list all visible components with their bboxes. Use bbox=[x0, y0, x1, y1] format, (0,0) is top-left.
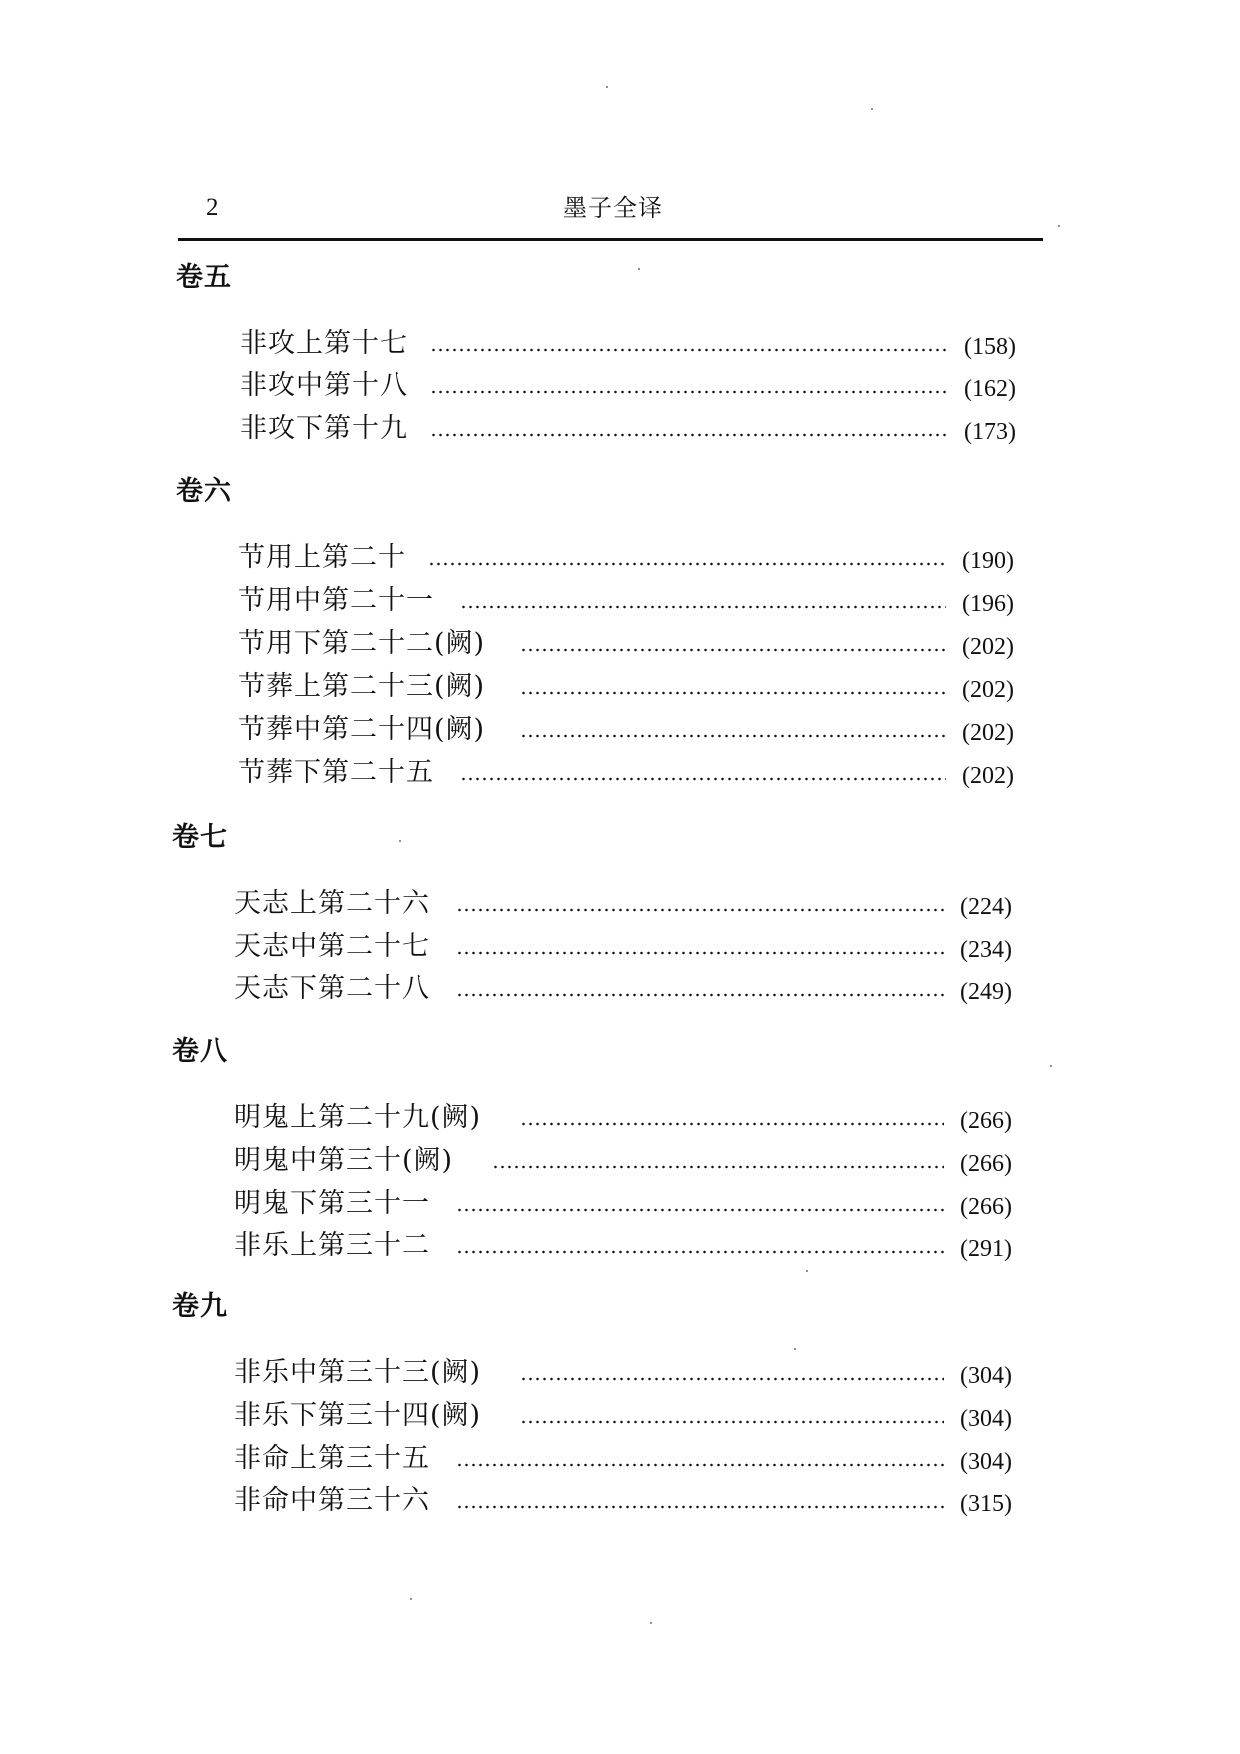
page-reference: (202) bbox=[962, 677, 1014, 703]
page-reference: (266) bbox=[960, 1194, 1012, 1220]
chapter-title: 非命中第三十六 bbox=[234, 1484, 434, 1518]
page-reference: (190) bbox=[962, 548, 1014, 574]
chapter-title: 节用下第二十二(阙) bbox=[238, 627, 489, 661]
volume-heading: 卷五 bbox=[176, 262, 232, 293]
dot-leader bbox=[456, 1505, 944, 1509]
toc-entry bbox=[0, 412, 1240, 448]
dot-leader bbox=[456, 908, 944, 912]
scan-speck bbox=[638, 268, 640, 270]
scan-speck bbox=[1050, 1065, 1052, 1067]
header-rule bbox=[178, 238, 1043, 241]
scan-speck bbox=[871, 108, 873, 110]
toc-entry bbox=[0, 1484, 1240, 1520]
scan-speck bbox=[806, 1270, 808, 1272]
page-reference: (304) bbox=[960, 1449, 1012, 1475]
chapter-title: 非命上第三十五 bbox=[234, 1442, 434, 1476]
page-reference: (249) bbox=[960, 979, 1012, 1005]
toc-entry bbox=[0, 1399, 1240, 1435]
page-reference: (304) bbox=[960, 1363, 1012, 1389]
chapter-title: 非乐上第三十二 bbox=[234, 1229, 434, 1263]
toc-entry bbox=[0, 930, 1240, 966]
book-title: 墨子全译 bbox=[563, 194, 663, 222]
toc-entry bbox=[0, 1187, 1240, 1223]
dot-leader bbox=[520, 734, 946, 738]
toc-entry bbox=[0, 584, 1240, 620]
toc-entry bbox=[0, 1229, 1240, 1265]
toc-entry bbox=[0, 713, 1240, 749]
dot-leader bbox=[492, 1165, 944, 1169]
chapter-title: 节葬上第二十三(阙) bbox=[238, 670, 489, 704]
chapter-title: 非攻下第十九 bbox=[240, 412, 412, 446]
scan-speck bbox=[410, 1598, 412, 1600]
page-reference: (202) bbox=[962, 763, 1014, 789]
toc-entry bbox=[0, 1101, 1240, 1137]
toc-entry bbox=[0, 369, 1240, 405]
chapter-title: 非乐中第三十三(阙) bbox=[234, 1356, 485, 1390]
chapter-title: 天志中第二十七 bbox=[234, 930, 434, 964]
dot-leader bbox=[456, 993, 944, 997]
dot-leader bbox=[460, 777, 946, 781]
dot-leader bbox=[520, 691, 946, 695]
toc-entry bbox=[0, 327, 1240, 363]
scan-speck bbox=[1058, 225, 1060, 227]
toc-entry bbox=[0, 627, 1240, 663]
dot-leader bbox=[456, 1250, 944, 1254]
scan-speck bbox=[606, 86, 608, 88]
dot-leader bbox=[520, 648, 946, 652]
page-reference: (196) bbox=[962, 591, 1014, 617]
chapter-title: 天志下第二十八 bbox=[234, 972, 434, 1006]
chapter-title: 明鬼上第二十九(阙) bbox=[234, 1101, 485, 1135]
chapter-title: 节葬下第二十五 bbox=[238, 756, 438, 790]
page-reference: (224) bbox=[960, 894, 1012, 920]
page-reference: (158) bbox=[964, 334, 1016, 360]
toc-entry bbox=[0, 670, 1240, 706]
page-reference: (291) bbox=[960, 1236, 1012, 1262]
dot-leader bbox=[520, 1377, 944, 1381]
page-reference: (202) bbox=[962, 634, 1014, 660]
page-reference: (173) bbox=[964, 419, 1016, 445]
dot-leader bbox=[456, 1208, 944, 1212]
scan-speck bbox=[794, 1348, 796, 1350]
page-reference: (266) bbox=[960, 1151, 1012, 1177]
page-reference: (162) bbox=[964, 376, 1016, 402]
chapter-title: 明鬼中第三十(阙) bbox=[234, 1144, 457, 1178]
chapter-title: 明鬼下第三十一 bbox=[234, 1187, 434, 1221]
page-header bbox=[178, 193, 1043, 241]
dot-leader bbox=[456, 951, 944, 955]
dot-leader bbox=[430, 390, 948, 394]
volume-heading: 卷八 bbox=[172, 1036, 228, 1067]
chapter-title: 节用上第二十 bbox=[238, 541, 410, 575]
toc-entry bbox=[0, 972, 1240, 1008]
toc-entry bbox=[0, 1442, 1240, 1478]
chapter-title: 非乐下第三十四(阙) bbox=[234, 1399, 485, 1433]
page-reference: (202) bbox=[962, 720, 1014, 746]
scan-speck bbox=[650, 1622, 652, 1624]
page-reference: (315) bbox=[960, 1491, 1012, 1517]
page-reference: (266) bbox=[960, 1108, 1012, 1134]
toc-entry bbox=[0, 756, 1240, 792]
dot-leader bbox=[456, 1463, 944, 1467]
chapter-title: 非攻中第十八 bbox=[240, 369, 412, 403]
dot-leader bbox=[520, 1420, 944, 1424]
dot-leader bbox=[428, 562, 946, 566]
volume-heading: 卷六 bbox=[176, 476, 232, 507]
page-reference: (234) bbox=[960, 937, 1012, 963]
chapter-title: 非攻上第十七 bbox=[240, 327, 412, 361]
page-number: 2 bbox=[206, 194, 219, 221]
page-reference: (304) bbox=[960, 1406, 1012, 1432]
chapter-title: 节用中第二十一 bbox=[238, 584, 438, 618]
toc-entry bbox=[0, 887, 1240, 923]
dot-leader bbox=[430, 348, 948, 352]
dot-leader bbox=[520, 1122, 944, 1126]
toc-entry bbox=[0, 1144, 1240, 1180]
dot-leader bbox=[430, 433, 948, 437]
volume-heading: 卷七 bbox=[172, 822, 228, 853]
volume-heading: 卷九 bbox=[172, 1291, 228, 1322]
toc-entry bbox=[0, 1356, 1240, 1392]
scan-speck bbox=[399, 840, 401, 842]
toc-entry bbox=[0, 541, 1240, 577]
chapter-title: 天志上第二十六 bbox=[234, 887, 434, 921]
chapter-title: 节葬中第二十四(阙) bbox=[238, 713, 489, 747]
dot-leader bbox=[460, 605, 946, 609]
